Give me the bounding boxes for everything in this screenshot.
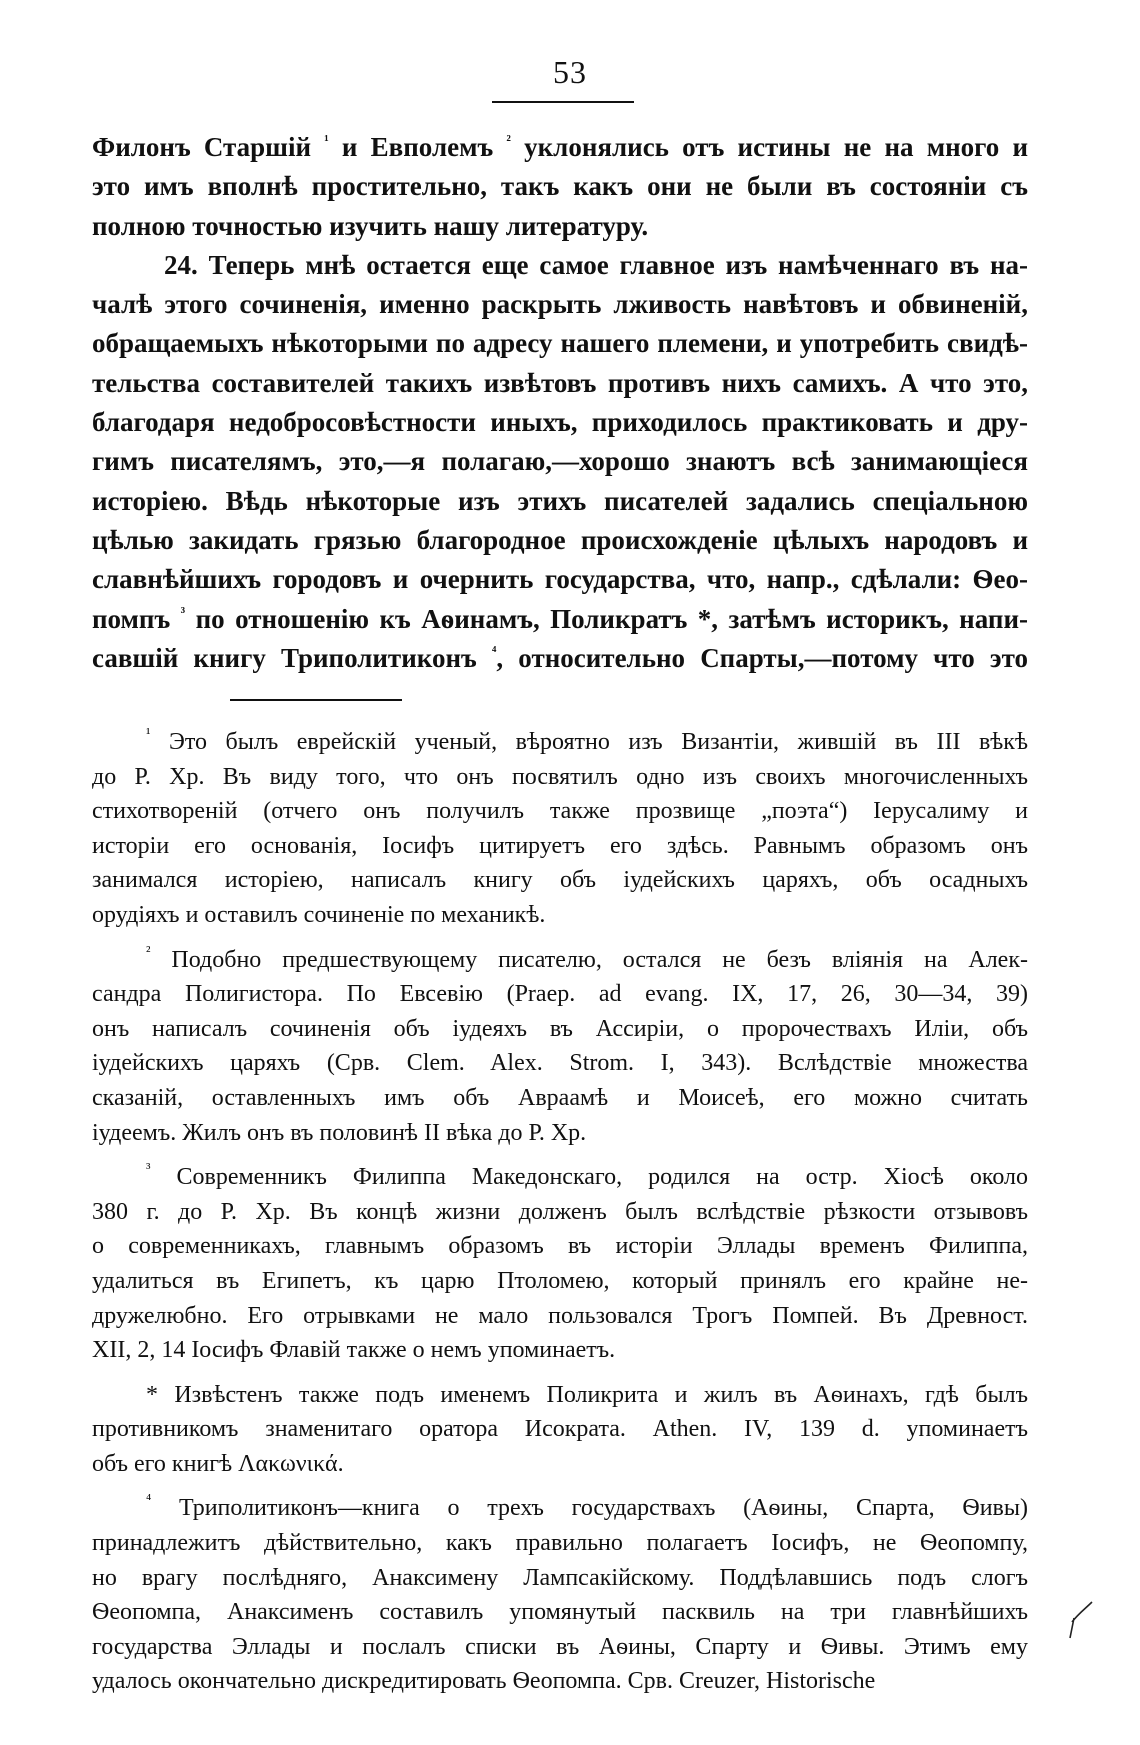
footnote-line: объ его книгѣ Λακωνικά. [92, 1450, 344, 1477]
footnote-line: государства Эллады и послалъ списки въ Аѳины, Спарту и Ѳивы. Этимъ ему [92, 1633, 1028, 1660]
footnote-line: онъ написалъ сочиненія объ іудеяхъ въ Ассиріи, о пророчествахъ Иліи, объ [92, 1015, 1028, 1042]
footnote-line: удалиться въ Египетъ, къ царю Птоломею, который принялъ его крайне не- [92, 1267, 1028, 1294]
footnote [92, 1491, 1028, 1699]
footnote-line: сказаній, оставленныхъ имъ объ Авраамѣ и Моисеѣ, его можно считать [92, 1084, 1028, 1111]
footnote-line: исторіи его основанія, Іосифъ цитируетъ его здѣсь. Равнымъ образомъ онъ [92, 832, 1028, 859]
footnote-line: $^{^1}$ Это былъ еврейскій ученый, вѣроятно изъ Византіи, жившій въ III вѣкѣ [146, 726, 1028, 755]
footnote-line: $^{^4}$ Триполитиконъ—книга о трехъ государствахъ (Аѳины, Спарта, Ѳивы) [146, 1492, 1028, 1522]
footnote-line: противникомъ знаменитаго оратора Исократа. Athen. IV, 139 d. упоминаетъ [92, 1416, 1028, 1443]
text-line: гимъ писателямъ, это,—я полагаю,—хорошо знаютъ всѣ занимающіеся [92, 446, 1028, 477]
text-line: цѣлью закидать грязью благородное происхожденіе цѣлыхъ народовъ и [92, 524, 1028, 555]
text-line: савшій книгу Триполитиконъ $^{^4}$, относительно Спарты,—потому что это [92, 642, 1028, 673]
footnote [92, 725, 1028, 933]
footnote-gap [92, 933, 1028, 943]
text-line: Филонъ Старшій $^{^1}$ и Евполемъ $^{^2}$ уклонялись отъ истины не на много и [92, 132, 1028, 162]
page-number: 53 [553, 54, 587, 90]
footnote [92, 1160, 1028, 1368]
page-number-rule [492, 101, 634, 103]
footnote-gap [92, 1481, 1028, 1491]
footnote-line: $^{^2}$ Подобно предшествующему писателю, остался не безъ вліянія на Алек- [146, 943, 1028, 973]
footnote-line: стихотвореній (отчего онъ получилъ также прозвище „поэта“) Іерусалиму и [92, 798, 1028, 825]
footnote-line: 380 г. до Р. Хр. Въ концѣ жизни долженъ былъ вслѣдствіе рѣзкости отзывовъ [92, 1198, 1028, 1225]
footnote-line: но врагу послѣдняго, Анаксимену Лампсакійскому. Поддѣлавшись подъ слогъ [92, 1564, 1028, 1591]
footnote [92, 943, 1028, 1151]
footnote-separator [230, 699, 402, 701]
footnote-line: * Извѣстенъ также подъ именемъ Поликрита и жилъ въ Аѳинахъ, гдѣ былъ [146, 1381, 1028, 1408]
text-line: помпъ $^{^3}$ по отношенію къ Аѳинамъ, Поликратъ *, затѣмъ историкъ, напи- [92, 603, 1028, 634]
text-line: исторіею. Вѣдь нѣкоторые изъ этихъ писателей задались спеціальною [92, 485, 1028, 516]
text-line: чалѣ этого сочиненія, именно раскрыть лживость навѣтовъ и обвиненій, [92, 289, 1028, 320]
footnote-line: сандра Полигистора. По Евсевію (Praep. ad evang. IX, 17, 26, 30—34, 39) [92, 981, 1028, 1008]
footnote-line: орудіяхъ и оставилъ сочиненіе по механикѣ. [92, 901, 546, 928]
text-line: это имъ вполнѣ простительно, такъ какъ они не были въ состояніи съ [92, 171, 1028, 202]
footnote-line: іудейскихъ царяхъ (Срв. Clem. Alex. Strom. I, 343). Вслѣдствіе множества [92, 1050, 1028, 1077]
text-line: славнѣйшихъ городовъ и очернить государства, что, напр., сдѣлали: Ѳео- [92, 564, 1028, 595]
footnote-line: удалось окончательно дискредитировать Ѳеопомпа. Срв. Creuzer, Historische [92, 1668, 876, 1695]
footnote-line: іудеемъ. Жилъ онъ въ половинѣ II вѣка до Р. Хр. [92, 1119, 587, 1146]
text-line: тельства составителей такихъ извѣтовъ противъ нихъ самихъ. А что это, [92, 367, 1028, 398]
footnote-gap [92, 1150, 1028, 1160]
footnote-line: дружелюбно. Его отрывками не мало пользовался Трогъ Помпей. Въ Древност. [92, 1302, 1028, 1329]
footnotes [92, 725, 1028, 1699]
footnote-line: о современникахъ, главнымъ образомъ въ исторіи Эллады временъ Филиппа, [92, 1233, 1028, 1260]
footnote-line: Ѳеопомпа, Анаксименъ составилъ упомянутый пасквиль на три главнѣйшихъ [92, 1599, 1028, 1626]
footnote-gap [92, 1368, 1028, 1378]
text-line: благодаря недобросовѣстности иныхъ, приходилось практиковать и дру- [92, 407, 1028, 438]
text-line: 24. Теперь мнѣ остается еще самое главное изъ намѣченнаго въ на- [164, 249, 1028, 280]
footnote-line: принадлежитъ дѣйствительно, какъ правильно полагаетъ Іосифъ, не Ѳеопомпу, [92, 1530, 1028, 1557]
pencil-mark-icon [1068, 1600, 1094, 1640]
footnote [92, 1378, 1028, 1482]
footnote-line: занимался исторіею, написалъ книгу объ іудейскихъ царяхъ, объ осадныхъ [92, 867, 1028, 894]
footnote-line: до Р. Хр. Въ виду того, что онъ посвятилъ одно изъ своихъ многочисленныхъ [92, 763, 1028, 790]
footnote-line: $^{^3}$ Современникъ Филиппа Македонскаго, родился на остр. Хіосѣ около [146, 1161, 1028, 1191]
text-line: полною точностью изучить нашу литературу. [92, 210, 649, 241]
footnote-line: XII, 2, 14 Іосифъ Флавій также о немъ упоминаетъ. [92, 1337, 616, 1364]
main-text [92, 128, 1028, 678]
text-line: обращаемыхъ нѣкоторыми по адресу нашего племени, и употребить свидѣ- [92, 328, 1028, 359]
